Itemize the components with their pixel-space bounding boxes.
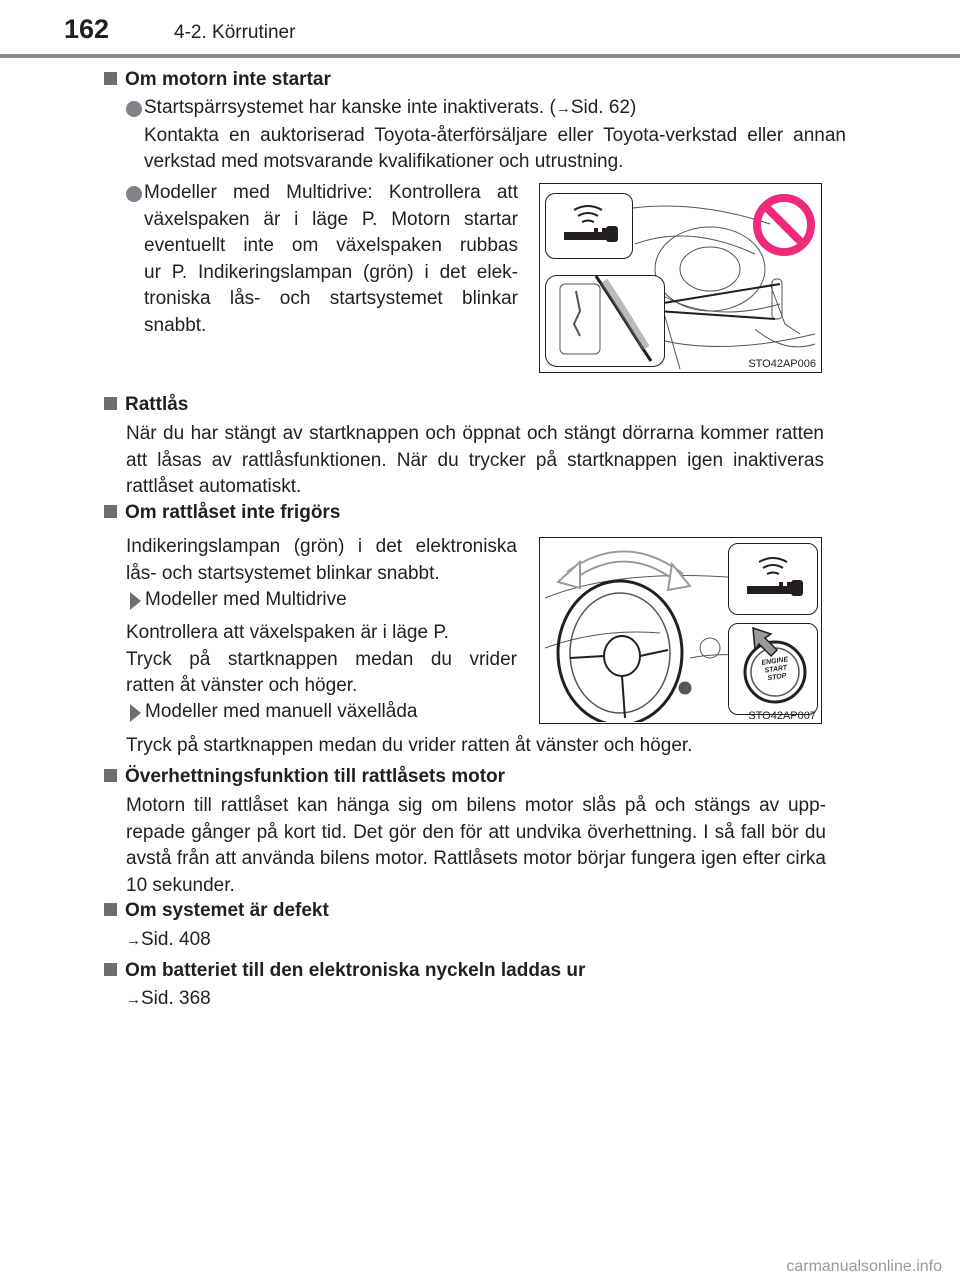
prohibit-icon (752, 193, 816, 257)
heading-square-icon (104, 769, 117, 782)
key-indicator-panel (545, 193, 633, 259)
header-rule (0, 54, 960, 58)
arrow-right-icon: → (126, 932, 141, 949)
heading-defekt (104, 900, 329, 922)
figure-code: STO42AP006 (748, 358, 816, 370)
figure-steering-wheel (539, 537, 822, 724)
sub-manual-body: Tryck på startknappen medan du vrider ratten åt vänster och höger. (126, 735, 693, 756)
line: Indikeringslampan (grön) i det elektroniska (126, 536, 517, 557)
label-line: START (764, 664, 788, 675)
arrow-right-icon: → (555, 100, 571, 117)
line: eventuellt inte om växelspaken rubbas (144, 235, 518, 256)
arrow-right-icon: → (126, 991, 141, 1008)
heading-overhettning (104, 766, 505, 788)
motor-bullet-1 (144, 95, 846, 176)
heading-square-icon (104, 903, 117, 916)
ref-text: Sid. 62) (570, 97, 637, 118)
line: Modeller med Multidrive: Kontrollera att (144, 182, 518, 203)
page-header (0, 0, 960, 58)
heading-batteri (104, 960, 585, 982)
sub-multidrive-body (126, 620, 517, 700)
bullet-dot-icon (126, 101, 142, 117)
page-ref-link[interactable] (556, 97, 636, 118)
heading-frigors (104, 502, 340, 524)
heading-rattlas (104, 394, 188, 416)
line: Kontrollera att växelspaken är i läge P. (126, 622, 449, 643)
heading-text: Om batteriet till den elektroniska nyckeln laddas ur (125, 960, 586, 981)
ref-text: Sid. 408 (141, 929, 211, 950)
chapter-title: 4-2. Körrutiner (174, 22, 296, 43)
smart-key-icon (546, 194, 630, 256)
bullet-dot-icon (126, 186, 142, 202)
frigors-intro (126, 534, 517, 587)
line: lås- och startsystemet blinkar snabbt. (126, 562, 440, 584)
heading-square-icon (104, 963, 117, 976)
batteri-ref-link[interactable] (126, 986, 426, 1014)
heading-text: Överhettningsfunktion till rattlåsets motor (125, 766, 506, 787)
heading-square-icon (104, 72, 117, 85)
line: ur P. Indikeringslampan (grön) i det elek- (144, 261, 518, 283)
line: ratten åt vänster och höger. (126, 675, 358, 696)
line: snabbt. (144, 314, 207, 336)
heading-text: Om motorn inte startar (125, 69, 331, 90)
sub-manual: Modeller med manuell växellåda (145, 701, 418, 722)
figure-shift-lever (539, 183, 822, 373)
heading-text: Rattlås (125, 394, 189, 415)
watermark: carmanualsonline.info (786, 1258, 942, 1275)
triangle-bullet-icon (130, 592, 141, 610)
gear-lever-panel (545, 275, 665, 367)
heading-text: Om rattlåset inte frigörs (125, 502, 341, 523)
bullet1-text: Startspärrsystemet har kanske inte inaktiverats. ( (144, 97, 556, 118)
heading-text: Om systemet är defekt (125, 900, 329, 921)
overhettning-body: Motorn till rattlåset kan hänga sig om bilens motor slås på och stängs av upp-repade gånger på kort tid. Det gör den för att undvika överhettning. I så fall bör du avstå från att använda bilens motor. Rattlåsets motor börjar fungera igen efter cirka 10 sekunder. (126, 795, 826, 896)
gear-lever-icon (546, 276, 662, 364)
triangle-bullet-icon (130, 704, 141, 722)
start-button-panel (728, 623, 818, 715)
defekt-ref-link[interactable] (126, 927, 426, 955)
smart-key-icon (729, 544, 815, 612)
rattlas-body: När du har stängt av startknappen och öppnat och stängt dörrarna kommer ratten att låsas av rattlåsfunktionen. När du trycker på startknappen igen inaktiveras rattlåset automatiskt. (126, 423, 824, 497)
ref-text: Sid. 368 (141, 988, 211, 1009)
line: Tryck på startknappen medan du vrider (126, 648, 517, 670)
page-number: 162 (64, 14, 110, 44)
heading-square-icon (104, 505, 117, 518)
label-line: ENGINE (761, 656, 789, 667)
heading-square-icon (104, 397, 117, 410)
line: växelspaken är i läge P. Motorn startar (144, 208, 518, 230)
sub-multidrive: Modeller med Multidrive (145, 589, 347, 610)
heading-motor (104, 69, 331, 91)
bullet1-continuation: Kontakta en auktoriserad Toyota-återförsäljare eller Toyota-verkstad eller annan verkstad med motsvarande kvalifikationer och utrustning. (144, 124, 846, 172)
label-line: STOP (767, 672, 787, 683)
line: troniska lås- och startsystemet blinkar (144, 288, 518, 309)
motor-bullet-2 (144, 180, 518, 339)
key-indicator-panel (728, 543, 818, 615)
figure-code: STO42AP007 (748, 710, 816, 722)
